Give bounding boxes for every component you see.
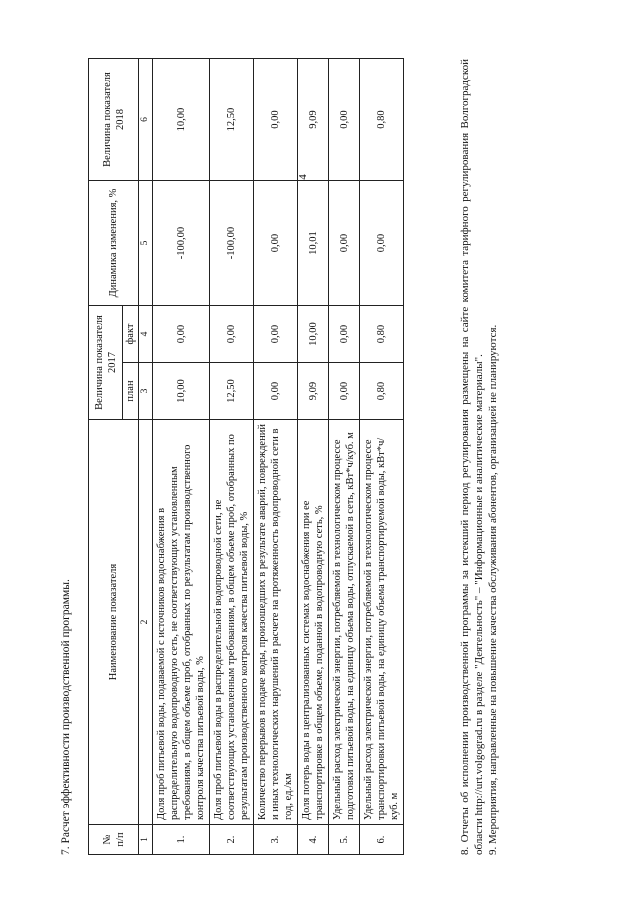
table-row (254, 59, 298, 855)
header-dynamics: Динамика изменения, % (89, 181, 139, 306)
row-plan: 0,80 (360, 363, 404, 420)
row-fact: 0,00 (329, 306, 360, 363)
row-dynamics: 10,01 (298, 181, 329, 306)
row-name: Удельный расход электрической энергии, потребляемой в технологическом процессе транспортировки питьевой воды, на единицу объема транспортируемой воды, кВт*ч/куб. м (360, 420, 404, 825)
row-fact: 0,00 (210, 306, 254, 363)
row-fact: 0,80 (360, 306, 404, 363)
table-row (210, 59, 254, 855)
table-row (153, 59, 210, 855)
section-heading: 7. Расчет эффективности производственной программы. (60, 579, 72, 855)
row-value-2018: 0,80 (360, 59, 404, 181)
row-dynamics: 0,00 (329, 181, 360, 306)
row-plan: 0,00 (329, 363, 360, 420)
row-dynamics: 0,00 (360, 181, 404, 306)
row-plan: 12,50 (210, 363, 254, 420)
header-plan: план (123, 363, 139, 420)
row-num: 3. (254, 825, 298, 855)
row-name: Доля проб питьевой воды в распределительной водопроводной сети, не соответствующих установленным требованиям, в общем объеме проб, отобранных по результатам производственного контроля качества питьевой воды, % (210, 420, 254, 825)
rotated-content (60, 55, 520, 855)
table-row (360, 59, 404, 855)
row-fact: 10,00 (298, 306, 329, 363)
col-number-6: 6 (139, 59, 153, 181)
note-8: 8. Отчеты об исполнении производственной программы за истекший период регулирования размещены на сайте комитета тарифного регулирования Волгоградской области http://urt.volgograd.ru в разделе "Деятельность" – "Информационные и аналитические материалы". (459, 59, 485, 855)
table-row (298, 59, 329, 855)
table-row (329, 59, 360, 855)
header-name: Наименование показателя (89, 420, 139, 825)
row-dynamics: -100,00 (153, 181, 210, 306)
col-number-1: 1 (139, 825, 153, 855)
efficiency-table (88, 58, 404, 855)
note-9: 9. Мероприятия, направленные на повышение качества обслуживания абонентов, организацией не планируются. (487, 324, 499, 855)
col-number-2: 2 (139, 420, 153, 825)
col-number-5: 5 (139, 181, 153, 306)
header-num: № п/п (89, 825, 139, 855)
row-name: Количество перерывов в подаче воды, произошедших в результате аварий, повреждений и иных технологических нарушений в расчете на протяженность водопроводной сети в год, ед./км (254, 420, 298, 825)
row-dynamics: 0,00 (254, 181, 298, 306)
header-fact: факт (123, 306, 139, 363)
row-value-2018: 0,00 (254, 59, 298, 181)
row-plan: 0,00 (254, 363, 298, 420)
row-num: 4. (298, 825, 329, 855)
notes-section (458, 59, 500, 855)
row-plan: 9,09 (298, 363, 329, 420)
row-name: Удельный расход электрической энергии, потребляемой в технологическом процессе подготовки питьевой воды, на единицу объема воды, отпускаемой в сеть, кВт*ч/куб. м (329, 420, 360, 825)
row-value-2018: 10,00 (153, 59, 210, 181)
header-value-2017: Величина показателя 2017 (89, 306, 123, 420)
row-value-2018: 12,50 (210, 59, 254, 181)
header-value-2018: Величина показателя 2018 (89, 59, 139, 181)
col-number-4: 4 (139, 306, 153, 363)
row-fact: 0,00 (254, 306, 298, 363)
row-num: 6. (360, 825, 404, 855)
row-num: 1. (153, 825, 210, 855)
row-plan: 10,00 (153, 363, 210, 420)
row-num: 2. (210, 825, 254, 855)
row-value-2018: 0,00 (329, 59, 360, 181)
row-name: Доля потерь воды в централизованных системах водоснабжения при ее транспортировке в общем объеме, поданной в водопроводную сеть, % (298, 420, 329, 825)
row-value-2018: 9,09 (298, 59, 329, 181)
row-fact: 0,00 (153, 306, 210, 363)
page-number: 4 (297, 174, 309, 180)
col-number-3: 3 (139, 363, 153, 420)
row-name: Доля проб питьевой воды, подаваемой с источников водоснабжения в распределительную водопроводную сеть, не соответствующих установленным требованиям, в общем объеме проб, отобранных по результатам производственного контроля качества питьевой воды, % (153, 420, 210, 825)
row-dynamics: -100,00 (210, 181, 254, 306)
row-num: 5. (329, 825, 360, 855)
